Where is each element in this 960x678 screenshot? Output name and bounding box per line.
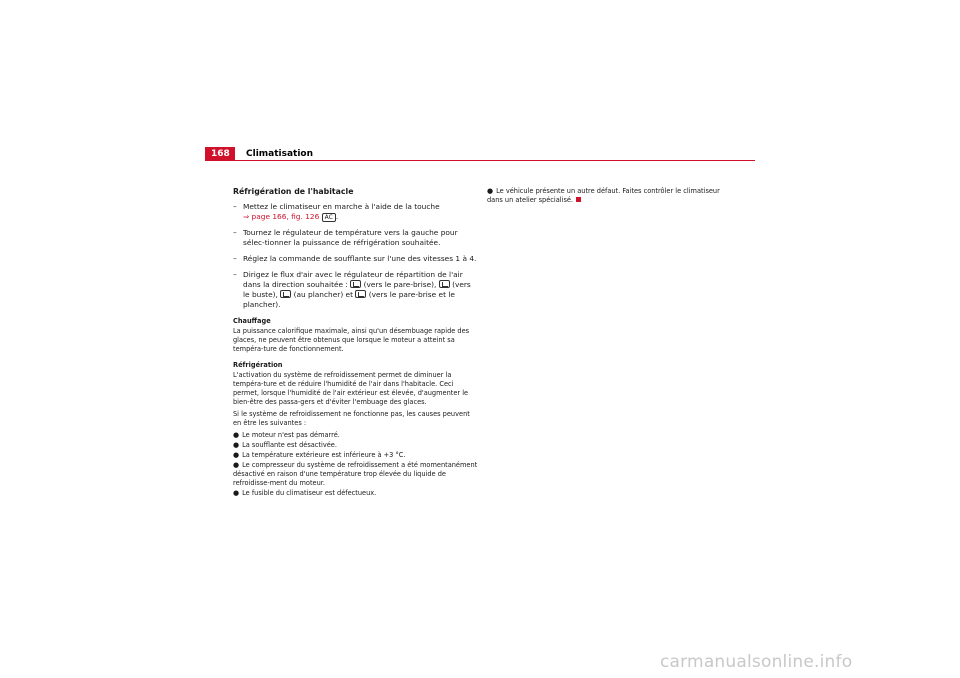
- fail-causes-text: Si le système de refroidissement ne fonctionne pas, les causes peuvent en être les suivantes :: [233, 410, 470, 427]
- footwell-vent-icon: [280, 290, 291, 298]
- bullet-icon: ●: [233, 489, 240, 497]
- step-1: [233, 202, 479, 222]
- list-item-text: Le fusible du climatiseur est défectueux.: [242, 489, 377, 497]
- list-item: [487, 187, 733, 205]
- header-rule: [205, 160, 755, 161]
- list-item: [233, 461, 479, 488]
- step-4-text-c: (vers le buste),: [243, 280, 471, 299]
- bullet-icon: ●: [233, 461, 240, 469]
- heating-text: La puissance calorifique maximale, ainsi qu'un désembuage rapide des glaces, ne peuvent être obtenus que lorsque le moteur a atteint sa tempéra-ture de fonctionnement.: [233, 327, 470, 353]
- step-dash: –: [233, 228, 237, 237]
- step-3-text: Réglez la commande de soufflante sur l'une des vitesses 1 à 4.: [243, 254, 477, 263]
- step-2-text: Tournez le régulateur de température vers la gauche pour sélec-tionner la puissance de réfrigération souhaitée.: [243, 228, 458, 247]
- list-item-text: La température extérieure est inférieure à +3 °C.: [242, 451, 406, 459]
- step-dash: –: [233, 254, 237, 263]
- list-item-text: La soufflante est désactivée.: [242, 441, 337, 449]
- step-dash: –: [233, 202, 237, 211]
- ac-key-icon: AC: [322, 213, 336, 222]
- list-item-text: Le véhicule présente un autre défaut. Faites contrôler le climatiseur dans un atelier spécialisé.: [487, 187, 720, 204]
- page-number: 168: [205, 147, 235, 161]
- end-of-section-icon: [576, 197, 581, 202]
- list-item: [233, 489, 479, 498]
- watermark: carmanualsonline.info: [660, 652, 853, 672]
- upper-body-vent-icon: [439, 280, 450, 288]
- section-title: Climatisation: [246, 149, 314, 159]
- list-item-text: Le moteur n'est pas démarré.: [242, 431, 340, 439]
- left-column: [233, 187, 479, 499]
- cooling-text: L'activation du système de refroidissement permet de diminuer la tempéra-ture et de réduire l'humidité de l'air dans l'habitacle. Ceci permet, lorsque l'humidité de l'air extérieur est élevée, d'augmenter le bien-être des passa-gers et d'éviter l'embuage des glaces.: [233, 371, 469, 406]
- section-heading: Réfrigération de l'habitacle: [233, 187, 354, 196]
- list-item-text: Le compresseur du système de refroidissement a été momentanément désactivé en raison d'une température trop élevée du liquide de refroidisse-ment du moteur.: [233, 461, 478, 487]
- page-link[interactable]: ⇒ page 166, fig. 126: [243, 212, 320, 221]
- bullet-icon: ●: [487, 187, 494, 195]
- step-4-text-b: (vers le pare-brise),: [363, 280, 437, 289]
- bullet-icon: ●: [233, 441, 240, 449]
- bullet-icon: ●: [233, 451, 240, 459]
- step-dash: –: [233, 270, 237, 279]
- step-4-text-a: Dirigez le flux d'air avec le régulateur de répartition de l'air dans la direction souhaitée :: [243, 270, 463, 289]
- list-item: [233, 431, 479, 440]
- step-4-text-d: (au plancher) et: [293, 290, 353, 299]
- step-3: [233, 254, 479, 264]
- windscreen-footwell-vent-icon: [355, 290, 366, 298]
- step-2: [233, 228, 479, 248]
- list-item: [233, 441, 479, 450]
- windscreen-vent-icon: [350, 280, 361, 288]
- step-4: [233, 270, 479, 310]
- step-1-end: .: [335, 212, 339, 221]
- step-4-text-e: (vers le pare-brise et le plancher).: [243, 290, 455, 309]
- cooling-title: Réfrigération: [233, 361, 283, 369]
- list-item: [233, 451, 479, 460]
- heating-title: Chauffage: [233, 317, 271, 325]
- bullet-icon: ●: [233, 431, 240, 439]
- right-column: [487, 187, 733, 206]
- step-1-text: Mettez le climatiseur en marche à l'aide de la touche: [243, 202, 440, 211]
